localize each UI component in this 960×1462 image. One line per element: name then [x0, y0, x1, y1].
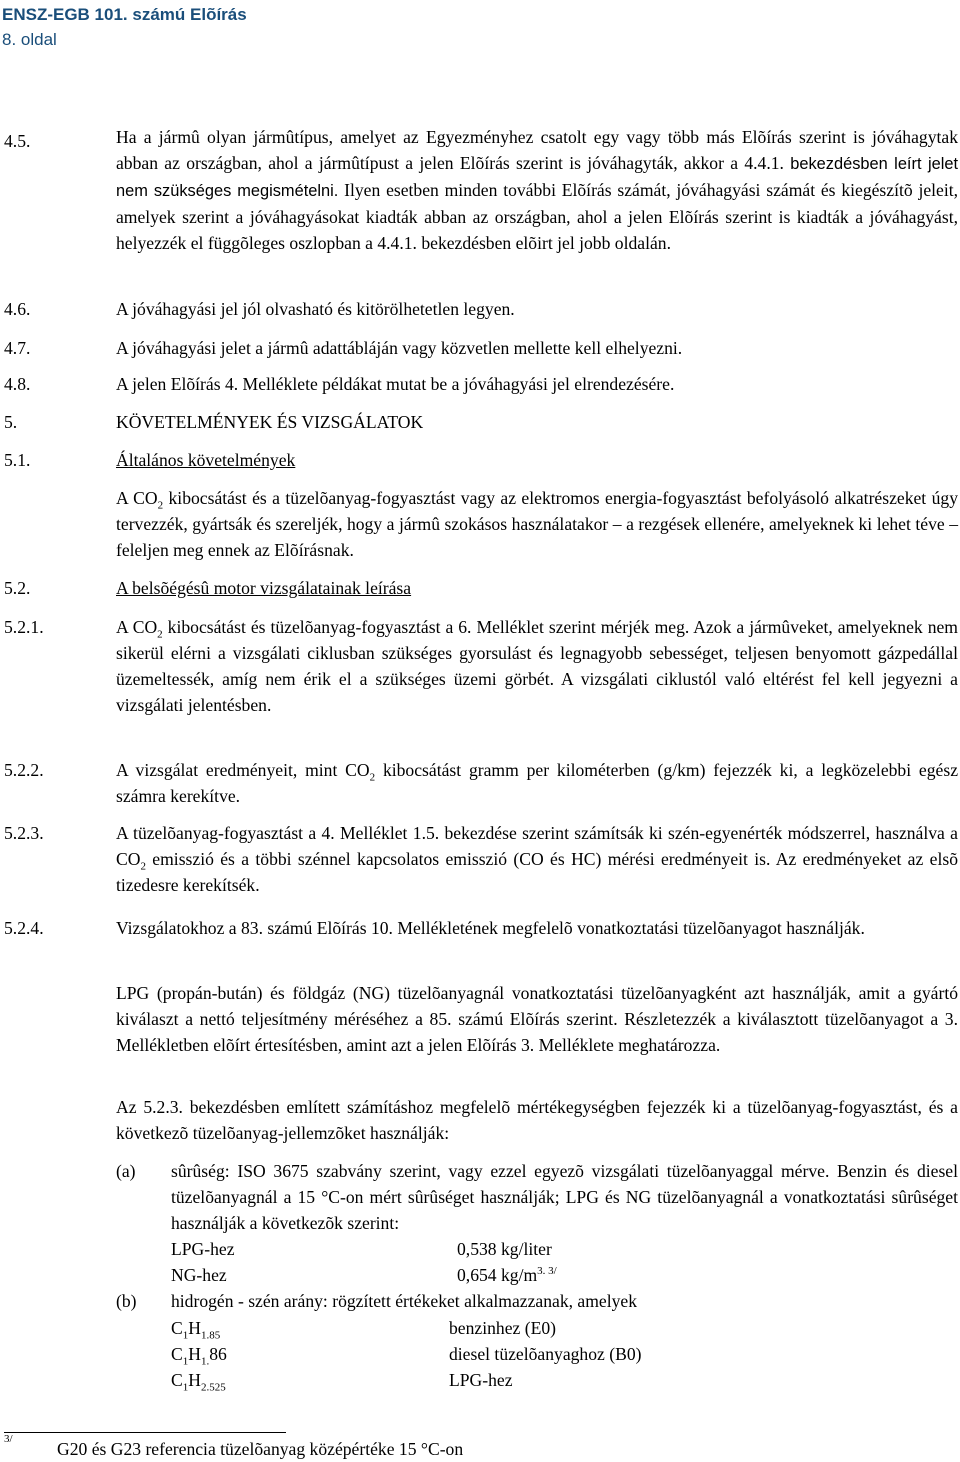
item-a-label: (a) [116, 1161, 136, 1181]
para-text: emisszió és a többi szénnel kapcsolatos emisszió (CO és HC) mérési eredményeit is. Az eredményeket az elsõ tizedesre kerekítsék. [116, 849, 958, 895]
formula-description: benzinhez (E0) [449, 1318, 556, 1338]
density-name: LPG-hez [171, 1239, 235, 1259]
section-5-1-heading: Általános követelmények [116, 450, 296, 470]
para-text: kibocsátást és tüzelõanyag-fogyasztást a 6. Melléklet szerint mérjék meg. Azok a jármûveket, amelyeknek nem sikerül elérni a vizsgálati ciklusban szükséges gyorsulást és legnagyobb sebességet, teljesen benyomott gázpedállal üzemeltessék, amíg nem érik el a szükséges üzemi görbét. A vizsgálati ciklustól való eltérést fel kell jegyezni a vizsgálati jelentésben. [116, 617, 958, 715]
para-text: A CO [116, 617, 158, 637]
para-text: kibocsátást gramm per kilométerben (g/km) fejezzék ki, a legközelebbi egész számra kerekítve. [116, 760, 959, 806]
footnote-divider [4, 1432, 286, 1433]
footnote-mark: 3/ [4, 1433, 13, 1445]
para-text: Ilyen esetben minden további Elõírás számát, jóváhagyási számát és kiegészítõ jeleit, amelyek szerint a jóváhagyásokat kiadták abban az országban, ahol a jelen Elõírás szerint is kiadták a jóváhagyást, helyezzék el függõleges oszlopban a 4.4.1. bekezdésben elõirt jel jobb oldalán. [116, 180, 959, 253]
formula: $C_1H_{2.525}$ [171, 1370, 226, 1394]
section-5-1-text [116, 485, 958, 563]
section-4-7-text: A jóváhagyási jelet a jármû adattábláján vagy közvetlen mellette kell elhelyezni. [116, 338, 683, 358]
section-5-2-1-text [116, 614, 958, 718]
section-number: 5.1. [4, 450, 31, 470]
density-name: NG-hez [171, 1265, 227, 1285]
section-4-8-text: A jelen Elõírás 4. Melléklete példákat mutat be a jóváhagyási jel elrendezésére. [116, 374, 675, 394]
subscript: 2 [157, 499, 164, 512]
formula: $C_1H_{1.85}$ [171, 1318, 221, 1342]
section-number: 5.2.3. [4, 823, 44, 843]
section-5-2-heading: A belsõégésû motor vizsgálatainak leírása [116, 578, 412, 598]
section-5-heading: KÖVETELMÉNYEK ÉS VIZSGÁLATOK [116, 412, 424, 432]
section-5-2-2-text [116, 757, 958, 809]
section-number: 4.5. [4, 131, 31, 151]
footnote-text: G20 és G23 referencia tüzelõanyag középértéke 15 °C-on [57, 1439, 464, 1459]
section-5-2-4-p3: Az 5.2.3. bekezdésben említett számításhoz megfelelõ mértékegységben fejezzék ki a tüzelõanyag-fogyasztást, és a következõ tüzelõanyag-jellemzõket használják: [116, 1097, 958, 1143]
density-value: 0,538 kg/liter [457, 1239, 552, 1259]
section-number: 5.2.1. [4, 617, 44, 637]
item-b-label: (b) [116, 1291, 137, 1311]
section-5-2-4-p2: LPG (propán-bután) és földgáz (NG) tüzelõanyagnál vonatkoztatási tüzelõanyagként azt használják, amit a gyártó kiválaszt a nettó teljesítmény méréséhez a 85. számú Elõírás szerint. Részletezzék a kiválasztott tüzelõanyagot a 3. Mellékletben elõírt értesítésben, amint azt a jelen Elõírás 3. Melléklete meghatározza. [116, 983, 958, 1055]
formula-description: LPG-hez [449, 1370, 513, 1390]
page-number: 8. oldal [2, 30, 57, 49]
para-text: A tüzelõanyag-fogyasztást a 4. Melléklet 1.5. bekezdése szerint számítsák ki szén-egyenérték módszerrel, használva a CO [116, 823, 958, 869]
para-text: A vizsgálat eredményeit, mint CO [116, 760, 370, 780]
subscript: 2 [140, 860, 146, 873]
document-title: ENSZ-EGB 101. számú Elõírás [2, 5, 247, 24]
subscript: 2 [157, 628, 163, 641]
section-4-6-text: A jóváhagyási jel jól olvasható és kitörölhetetlen legyen. [116, 299, 515, 319]
formula-description: diesel tüzelõanyaghoz (B0) [449, 1344, 642, 1364]
para-text: kibocsátást és a tüzelõanyag-fogyasztást vagy az elektromos energia-fogyasztást befolyásoló alkatrészeket úgy tervezzék, gyártsák és szereljék, hogy a jármû szokásos használatakor – a rezgések ellenére, amelyeknek ki lehet téve – feleljen meg ennek az Elõírásnak. [116, 488, 959, 560]
section-5-2-3-text [116, 820, 958, 898]
para-text: A CO [116, 488, 158, 508]
superscript: 3. 3/ [537, 1265, 557, 1278]
formula: $C_1H_{1.}86$ [171, 1344, 227, 1368]
para-text: Ha a jármû olyan jármûtípus, amelyet az Egyezményhez csatolt egy vagy több más Elõírás szerint is jóváhagytak abban az országban, ahol a jármûtípust a jelen Elõírás szerint is jóváhagyták, akkor a 4.4.1. [116, 127, 958, 173]
section-number: 4.6. [4, 299, 31, 319]
section-5-2-4-p1: Vizsgálatokhoz a 83. számú Elõírás 10. Mellékletének megfelelõ vonatkoztatási tüzelõanyagot használják. [116, 918, 865, 938]
section-number: 4.7. [4, 338, 31, 358]
item-a-text: sûrûség: ISO 3675 szabvány szerint, vagy ezzel egyezõ vizsgálati tüzelõanyaggal mérve. Benzin és diesel tüzelõanyagnál a 15 °C-on mért sûrûséget használják; LPG és NG tüzelõanyagnál a vonatkoztatási sûrûséget használják a következõk szerint: [171, 1161, 958, 1233]
section-4-5-text [116, 124, 958, 256]
section-number: 5. [4, 412, 18, 432]
density-value: 0,654 $kg/m^{3. 3/}$ [457, 1265, 557, 1285]
section-number: 4.8. [4, 374, 31, 394]
section-number: 5.2. [4, 578, 31, 598]
subscript: 2 [369, 771, 376, 784]
item-b-text: hidrogén - szén arány: rögzített értékeket alkalmazzanak, amelyek [171, 1291, 638, 1311]
section-number: 5.2.2. [4, 760, 44, 780]
section-number: 5.2.4. [4, 918, 44, 938]
para-text-sans: bekezdésben leírt jelet nem szükséges megismételni. [116, 155, 959, 200]
